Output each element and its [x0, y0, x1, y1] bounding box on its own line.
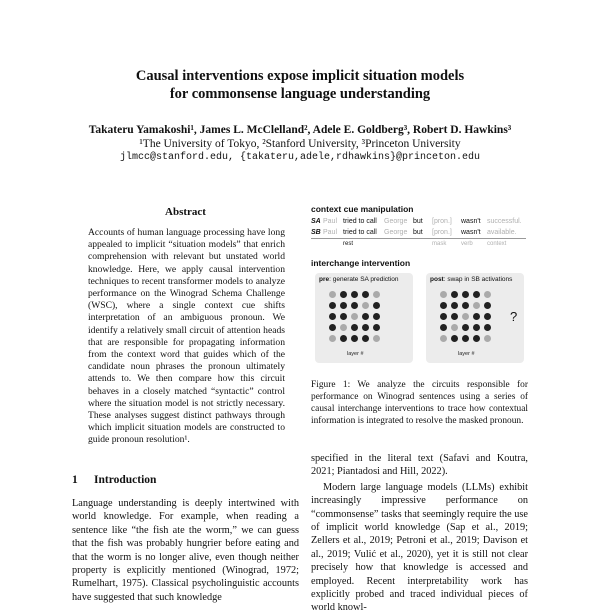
grid-node — [451, 302, 458, 309]
grid-node — [329, 302, 336, 309]
grid-node — [340, 313, 347, 320]
tag-verb: verb — [461, 241, 473, 247]
grid-node — [329, 291, 336, 298]
grid-node — [351, 302, 358, 309]
grid-node — [351, 335, 358, 342]
pre-panel-title: pre: generate SA prediction — [319, 276, 399, 283]
grid-node — [484, 302, 491, 309]
introduction-text-left: Language understanding is deeply intertwined with world knowledge. For example, when reading a sentence like “the fish ate the worm,” we can guess that the fish was probably hungrier before eating and that the worm is no longer alive, even though neither property is explicitly mentioned (Winograd, 1972; Rumelhart, 1975). Classical psycholinguistic accounts have suggested that such knowledge — [72, 498, 299, 603]
abstract-heading: Abstract — [165, 206, 206, 218]
row-a-word-6: wasn't — [461, 218, 481, 225]
tag-mask: mask — [432, 241, 447, 247]
grid-node — [373, 313, 380, 320]
grid-node — [440, 291, 447, 298]
grid-node — [362, 324, 369, 331]
row-a-word-2: tried to call — [343, 218, 377, 225]
grid-node — [340, 335, 347, 342]
grid-node — [451, 335, 458, 342]
title-line-2: for commonsense language understanding — [169, 86, 431, 102]
section-heading-introduction — [72, 474, 299, 486]
tag-rest: rest — [343, 241, 354, 247]
grid-node — [362, 335, 369, 342]
grid-node — [484, 291, 491, 298]
grid-node — [351, 324, 358, 331]
grid-node — [373, 302, 380, 309]
grid-node — [362, 302, 369, 309]
grid-node — [440, 324, 447, 331]
grid-node — [451, 313, 458, 320]
row-b-word-6: wasn't — [461, 229, 481, 236]
grid-node — [462, 324, 469, 331]
post-question-mark: ? — [510, 309, 518, 324]
figure-caption: Figure 1: We analyze the circuits responsible for performance on Winograd sentences using a series of causal interchange interventions to trace how contextual information is integrated to resolve the masked pronoun. — [311, 380, 528, 426]
grid-node — [362, 291, 369, 298]
row-a-word-7: successful. — [487, 218, 522, 225]
grid-node — [440, 302, 447, 309]
author-names: Takateru Yamakoshi¹, James L. McClelland², Adele E. Goldberg³, Robert D. Hawkins³ — [88, 124, 512, 136]
row-b-word-2: tried to call — [343, 229, 377, 236]
affiliations: ¹The University of Tokyo, ²Stanford University, ³Princeton University — [139, 138, 461, 150]
right-paragraph-1: specified in the literal text (Safavi and Koutra, 2021; Piantadosi and Hill, 2022). — [311, 453, 528, 478]
emails: jlmcc@stanford.edu, {takateru,adele,rdhawkins}@princeton.edu — [119, 152, 481, 163]
grid-node — [340, 324, 347, 331]
section-number: 1 — [72, 474, 78, 486]
paper-title — [0, 67, 600, 103]
grid-node — [340, 302, 347, 309]
row-b-word-5: [pron.] — [432, 229, 452, 236]
grid-node — [473, 291, 480, 298]
grid-node — [451, 324, 458, 331]
row-a-word-5: [pron.] — [432, 218, 452, 225]
grid-node — [329, 313, 336, 320]
post-panel-title: post: swap in SB activations — [430, 276, 513, 283]
post-axis-label: layer # — [458, 351, 475, 357]
grid-node — [462, 302, 469, 309]
row-a-label: SA — [311, 218, 321, 225]
grid-node — [473, 302, 480, 309]
grid-node — [484, 335, 491, 342]
grid-node — [462, 291, 469, 298]
right-paragraph-2: Modern large language models (LLMs) exhibit increasingly impressive performance on “commonsense” tasks that seemingly require the use of implicit world knowledge (Sap et al., 2019; Zellers et al., 2019; Petroni et al., 2019; Davison et al., 2019; Vulić et al., 2020), yet it is still not clear precisely how that knowledge is accessed and employed. Recent interpretability work has explicitly probed and traced individual pieces of world knowl- — [311, 481, 528, 614]
pre-panel — [315, 273, 413, 363]
section-title: Introduction — [94, 474, 157, 486]
grid-node — [329, 324, 336, 331]
row-b-label: SB — [311, 229, 321, 236]
row-b-word-1: Paul — [323, 229, 338, 236]
grid-node — [440, 313, 447, 320]
grid-node — [484, 324, 491, 331]
grid-node — [451, 291, 458, 298]
row-b-word-4: but — [413, 229, 423, 236]
grid-node — [351, 313, 358, 320]
grid-node — [351, 291, 358, 298]
figure-intervention-heading: interchange intervention — [311, 258, 411, 268]
grid-node — [484, 313, 491, 320]
grid-node — [362, 313, 369, 320]
tag-context: context — [487, 241, 507, 247]
grid-node — [373, 335, 380, 342]
row-b-word-7: available. — [487, 229, 517, 236]
grid-node — [473, 324, 480, 331]
grid-node — [373, 291, 380, 298]
grid-node — [373, 324, 380, 331]
grid-node — [462, 335, 469, 342]
pre-axis-label: layer # — [347, 351, 364, 357]
introduction-text-right — [311, 452, 528, 615]
grid-node — [329, 335, 336, 342]
row-b-word-3: George — [384, 229, 408, 236]
grid-node — [473, 313, 480, 320]
row-a-word-4: but — [413, 218, 423, 225]
abstract-text: Accounts of human language processing have long appealed to implicit “situation models” that enrich comprehension with relevant but unstated world knowledge. Here, we apply causal intervention techniques to recent transformer models to analyze performance on the Winograd Schema Challenge (WSC), where a single context cue shifts interpretation of an ambiguous pronoun. We identify a relatively small circuit of attention heads that are responsible for propagating information from the context word that guides which of the candidate noun phrases the pronoun ultimately attends to. We then compare how this circuit behaves in a closely matched “syntactic” control where the situation model is not strictly necessary. These analyses suggest distinct pathways through which implicit situation models are constructed to guide pronoun resolution¹. — [88, 227, 285, 446]
row-a-word-1: Paul — [323, 218, 338, 225]
row-a-word-3: George — [384, 218, 408, 225]
title-line-1: Causal interventions expose implicit situation models — [135, 68, 465, 84]
grid-node — [473, 335, 480, 342]
grid-node — [462, 313, 469, 320]
grid-node — [440, 335, 447, 342]
figure-row-b — [311, 228, 526, 239]
figure-cue-heading: context cue manipulation — [311, 204, 414, 214]
grid-node — [340, 291, 347, 298]
author-block — [0, 123, 600, 165]
